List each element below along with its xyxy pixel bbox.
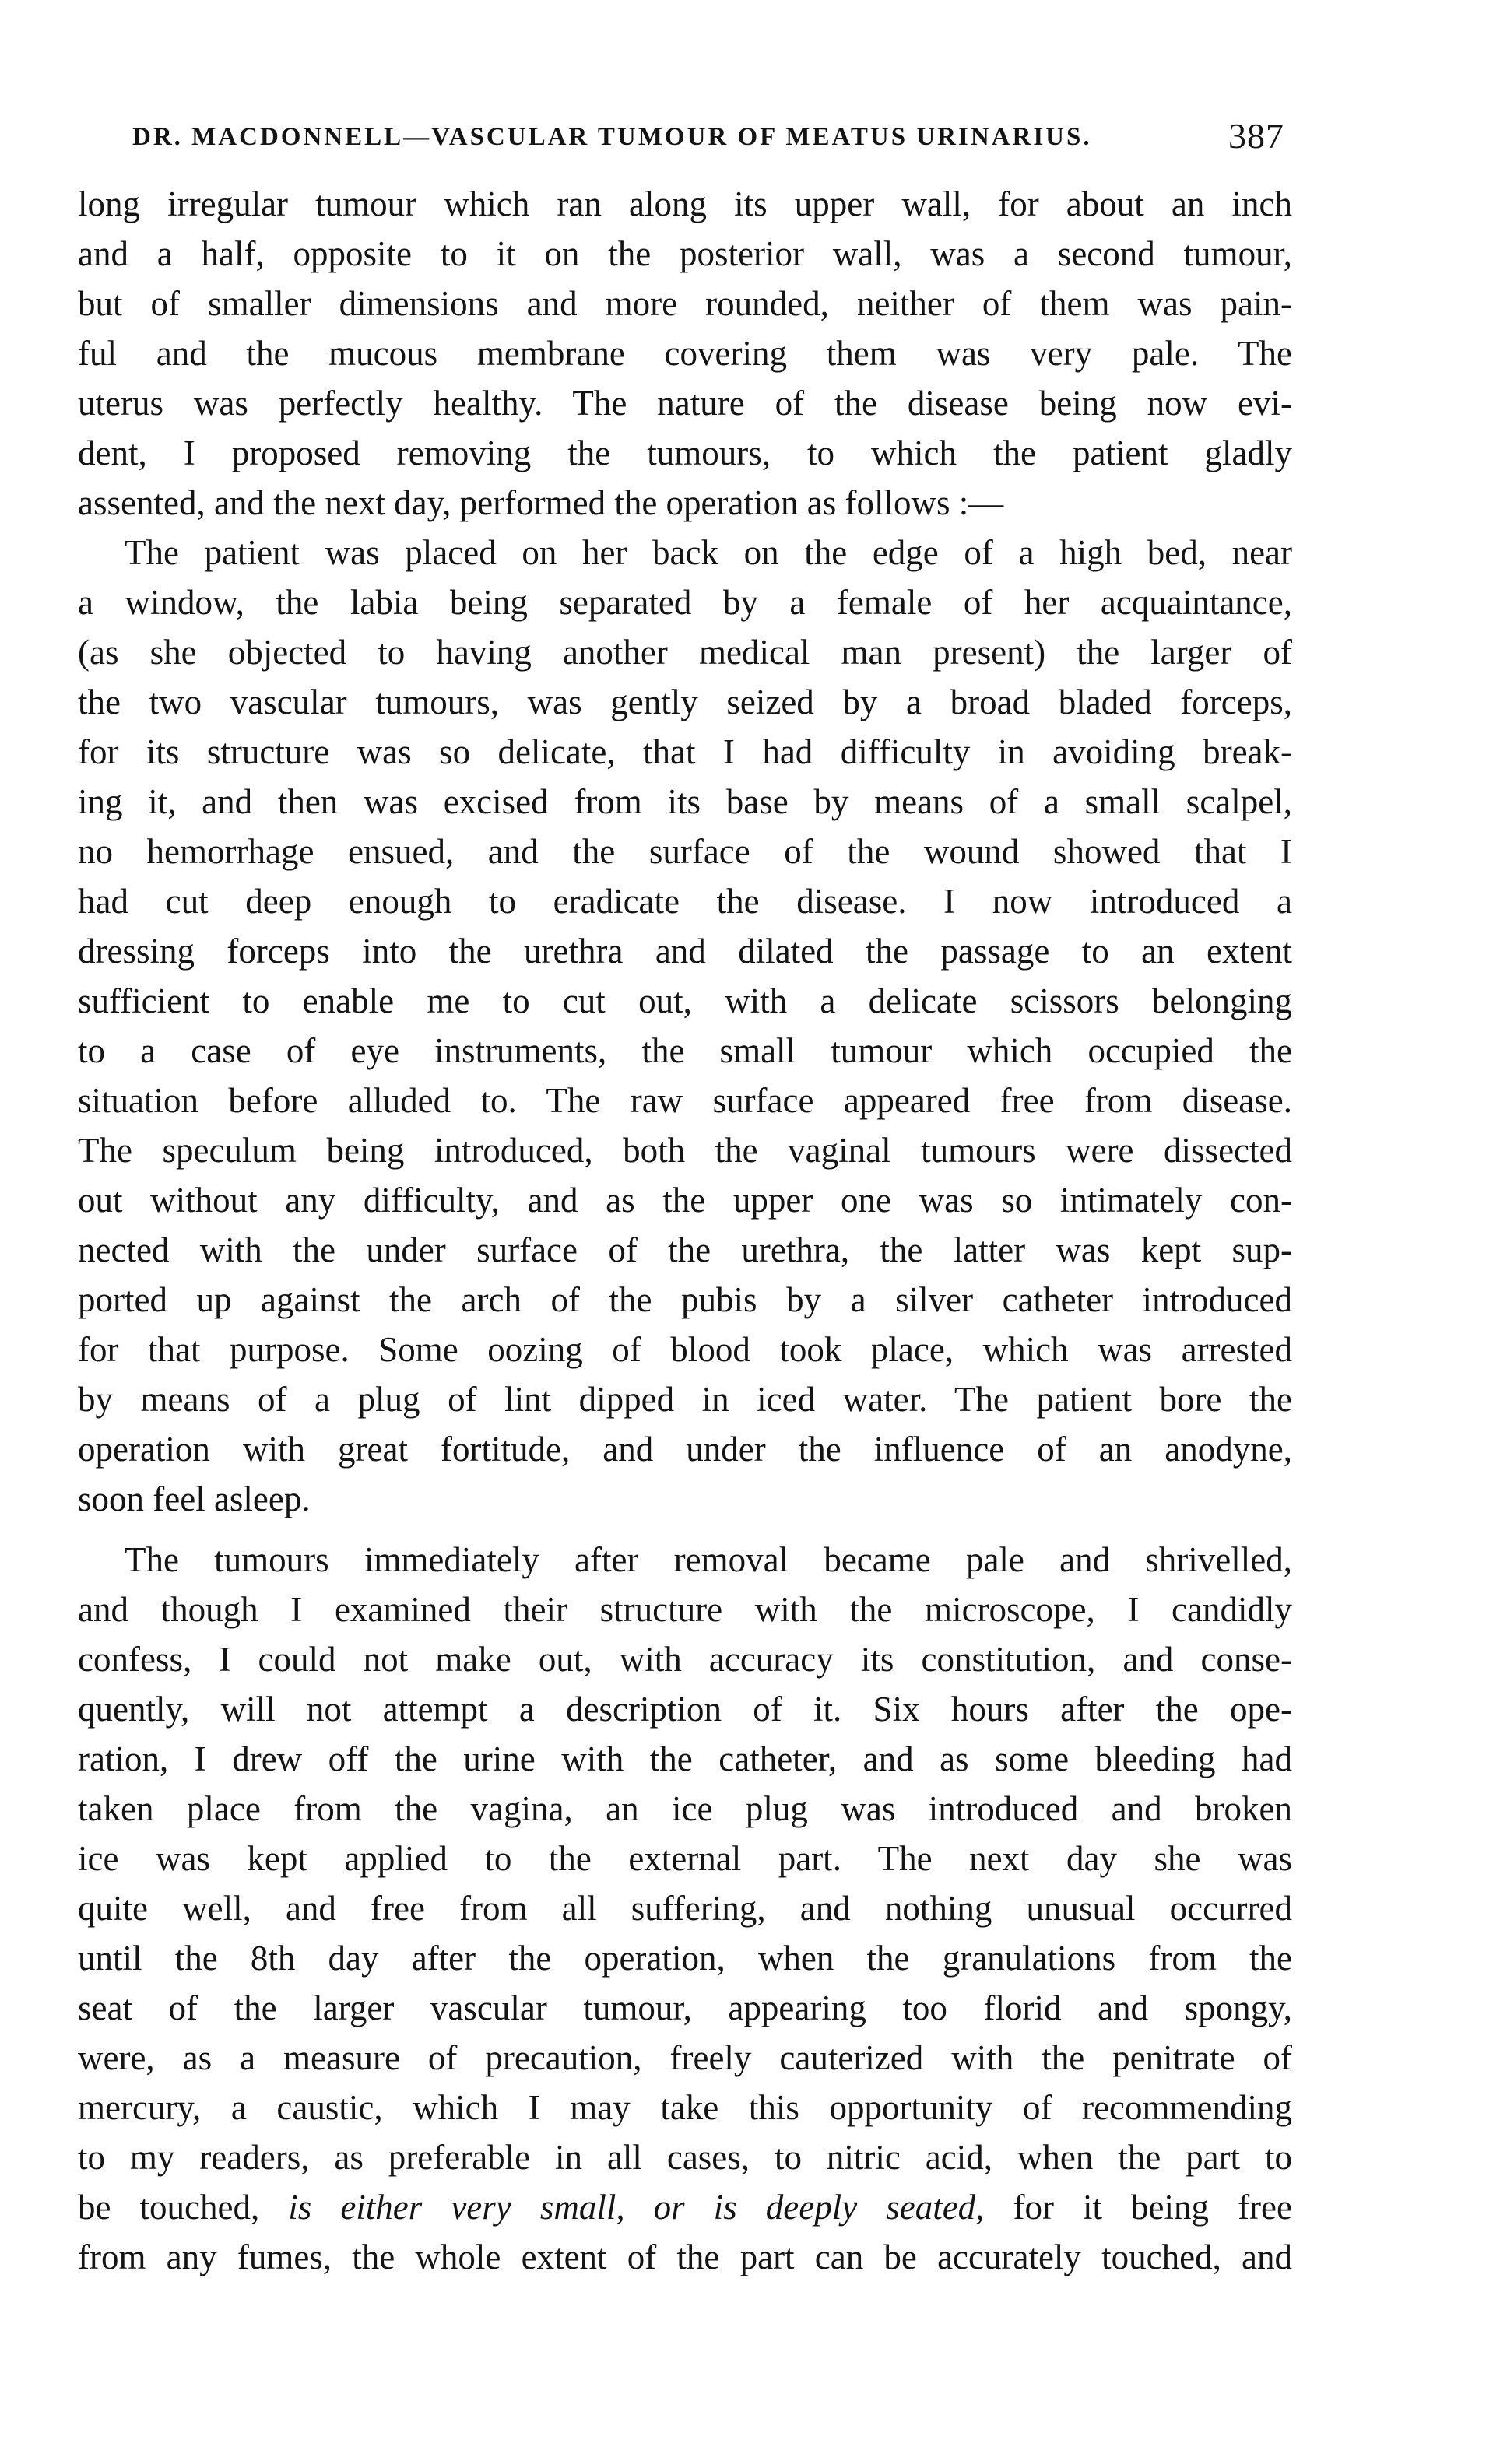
- text-line: nected with the under surface of the urethra, the latter was kept sup-: [78, 1230, 1292, 1269]
- page-number: 387: [1228, 116, 1284, 156]
- text-line: uterus was perfectly healthy. The nature of the disease being now evi-: [78, 384, 1292, 423]
- text-line: until the 8th day after the operation, when the granulations from the: [78, 1939, 1292, 1978]
- text-line: no hemorrhage ensued, and the surface of the wound showed that I: [78, 832, 1292, 871]
- text-line: to a case of eye instruments, the small tumour which occupied the: [78, 1031, 1292, 1070]
- text-line: for that purpose. Some oozing of blood took place, which was arrested: [78, 1330, 1292, 1369]
- text-line: (as she objected to having another medical man present) the larger of: [78, 633, 1292, 672]
- text-line: operation with great fortitude, and under the influence of an anodyne,: [78, 1430, 1292, 1469]
- text-line: were, as a measure of precaution, freely cauterized with the penitrate of: [78, 2038, 1292, 2077]
- text-line: dent, I proposed removing the tumours, to which the patient gladly: [78, 433, 1292, 472]
- text-line: sufficient to enable me to cut out, with a delicate scissors belonging: [78, 981, 1292, 1020]
- text-line: soon feel asleep.: [78, 1479, 311, 1518]
- text-line: to my readers, as preferable in all cases, to nitric acid, when the part to: [78, 2138, 1292, 2177]
- running-head: [132, 115, 1284, 162]
- running-title: DR. MACDONNELL—VASCULAR TUMOUR OF MEATUS URINARIUS.: [132, 123, 1092, 151]
- text-line-with-italics: [78, 2182, 1292, 2232]
- text-line: ported up against the arch of the pubis by a silver catheter introduced: [78, 1280, 1292, 1319]
- text-line: dressing forceps into the urethra and dilated the passage to an extent: [78, 932, 1292, 971]
- text-line: by means of a plug of lint dipped in iced water. The patient bore the: [78, 1380, 1292, 1419]
- text-line: quite well, and free from all suffering, and nothing unusual occurred: [78, 1889, 1292, 1928]
- text-line: ing it, and then was excised from its base by means of a small scalpel,: [78, 782, 1292, 821]
- text-line: had cut deep enough to eradicate the disease. I now introduced a: [78, 882, 1292, 921]
- text-line: The patient was placed on her back on the edge of a high bed, near: [125, 533, 1292, 572]
- text-line: The speculum being introduced, both the vaginal tumours were dissected: [78, 1131, 1292, 1170]
- text-line: a window, the labia being separated by a female of her acquaintance,: [78, 583, 1292, 622]
- text-line: the two vascular tumours, was gently seized by a broad bladed forceps,: [78, 683, 1292, 721]
- text-segment: be touched,: [78, 2188, 289, 2227]
- text-line: The tumours immediately after removal became pale and shrivelled,: [125, 1540, 1292, 1579]
- text-line: situation before alluded to. The raw surface appeared free from disease.: [78, 1081, 1292, 1120]
- text-line: assented, and the next day, performed the operation as follows :—: [78, 483, 1004, 522]
- text-line: quently, will not attempt a description of it. Six hours after the ope-: [78, 1690, 1292, 1729]
- text-line: ration, I drew off the urine with the catheter, and as some bleeding had: [78, 1739, 1292, 1778]
- text-line: mercury, a caustic, which I may take this opportunity of recommending: [78, 2088, 1292, 2127]
- text-line: ice was kept applied to the external part. The next day she was: [78, 1839, 1292, 1878]
- body-text: [78, 179, 1292, 2282]
- text-line: taken place from the vagina, an ice plug was introduced and broken: [78, 1789, 1292, 1828]
- text-segment: for it being free: [984, 2188, 1292, 2227]
- text-line: seat of the larger vascular tumour, appearing too florid and spongy,: [78, 1988, 1292, 2027]
- text-line: but of smaller dimensions and more rounded, neither of them was pain-: [78, 284, 1292, 323]
- text-line: and though I examined their structure with the microscope, I candidly: [78, 1590, 1292, 1629]
- text-line: confess, I could not make out, with accuracy its constitution, and conse-: [78, 1640, 1292, 1679]
- italic-emphasis: is either very small, or is deeply seated,: [288, 2188, 985, 2227]
- text-line: for its structure was so delicate, that I had difficulty in avoiding break-: [78, 732, 1292, 771]
- text-line: ful and the mucous membrane covering them was very pale. The: [78, 334, 1292, 373]
- text-line: out without any difficulty, and as the upper one was so intimately con-: [78, 1181, 1292, 1220]
- text-line: and a half, opposite to it on the posterior wall, was a second tumour,: [78, 234, 1292, 273]
- text-line: long irregular tumour which ran along its upper wall, for about an inch: [78, 184, 1292, 223]
- text-line: from any fumes, the whole extent of the part can be accurately touched, and: [78, 2238, 1292, 2276]
